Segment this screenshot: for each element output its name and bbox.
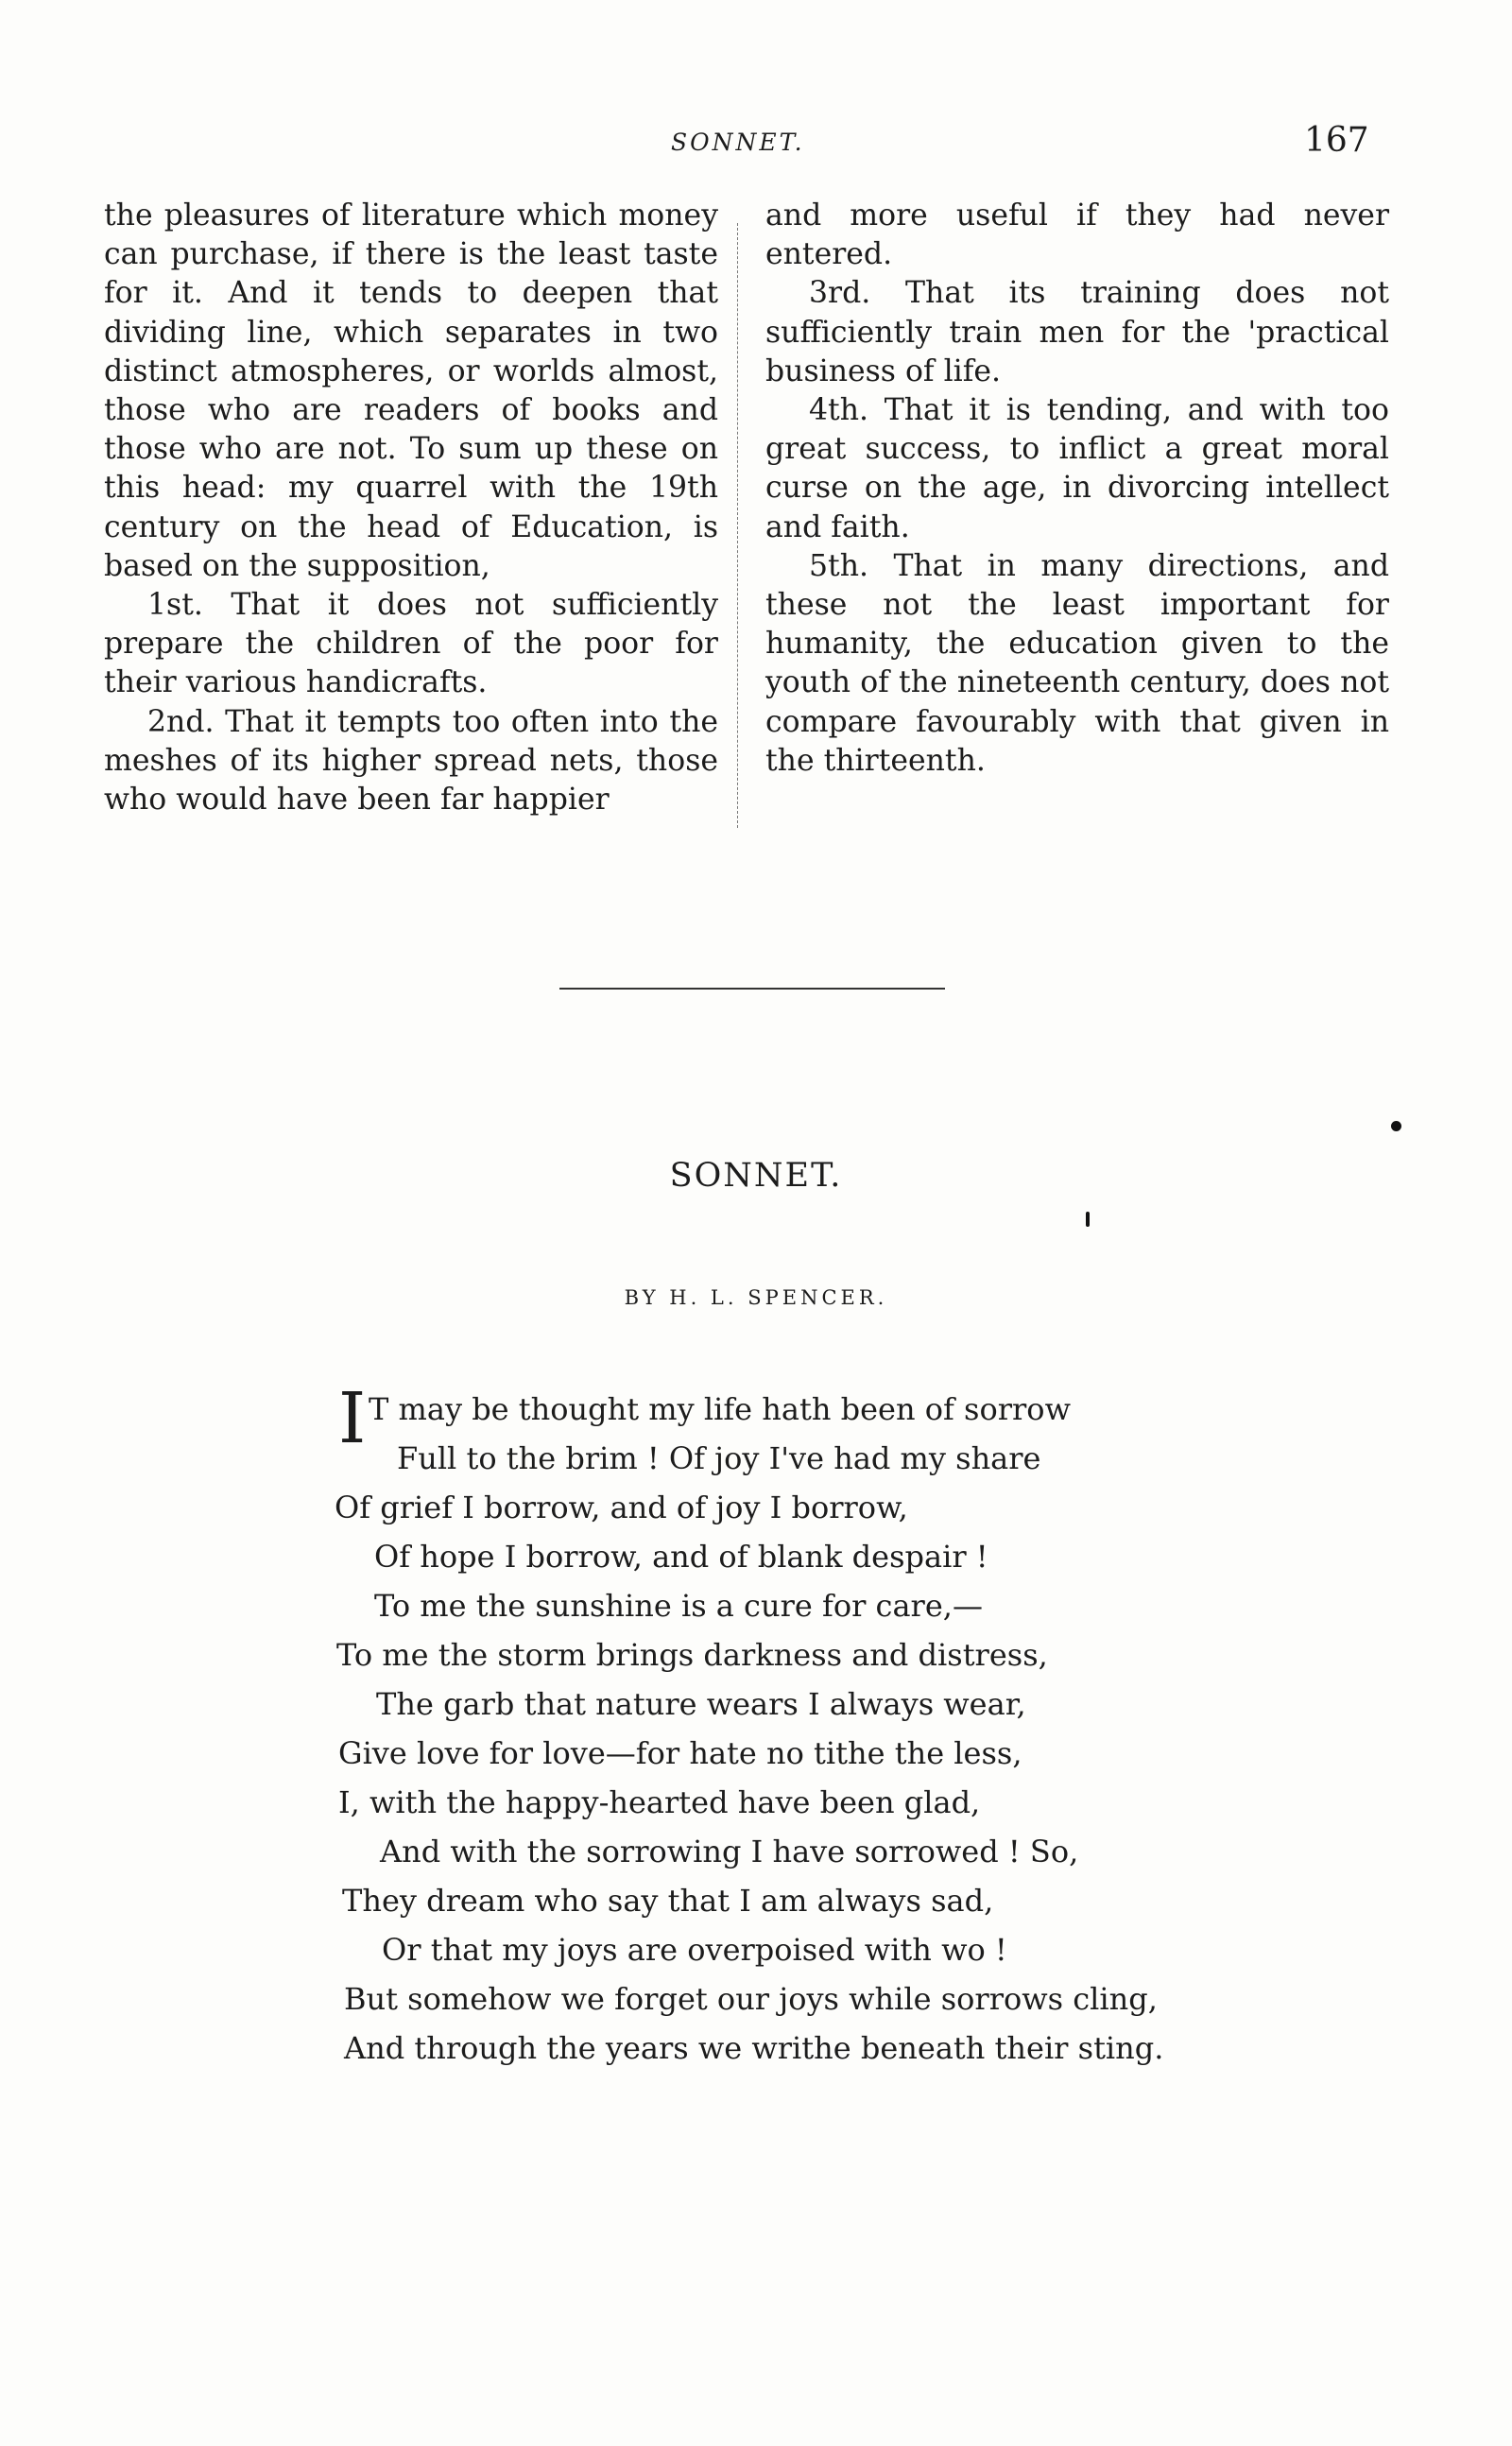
running-title: SONNET. <box>671 129 805 156</box>
poem-line-4: Of hope I borrow, and of blank despair ! <box>374 1539 988 1575</box>
poem-line-7: The garb that nature wears I always wear, <box>376 1686 1026 1722</box>
ink-mark <box>1086 1212 1090 1227</box>
poem-line-6: To me the storm brings darkness and distress, <box>336 1637 1048 1673</box>
section-rule <box>559 988 945 990</box>
poem-line-10: And with the sorrowing I have sorrowed ! So, <box>380 1834 1079 1869</box>
right-paragraph-1: and more useful if they had never entered. <box>765 198 1389 272</box>
left-column <box>104 197 718 819</box>
poem-line-12: Or that my joys are overpoised with wo ! <box>382 1932 1007 1968</box>
column-divider <box>737 223 738 828</box>
poem-title: SONNET. <box>669 1157 843 1195</box>
poem-line-9: I, with the happy-hearted have been glad, <box>338 1784 981 1820</box>
poem-line-13: But somehow we forget our joys while sorrows cling, <box>344 1981 1158 2017</box>
right-paragraph-2: 3rd. That its training does not sufficiently train men for the 'practical business of life. <box>765 276 1389 388</box>
ink-speck <box>1391 1121 1401 1131</box>
page-number: 167 <box>1304 121 1369 160</box>
left-paragraph-2: 1st. That it does not sufficiently prepare the children of the poor for their various handicrafts. <box>104 588 718 700</box>
poem-line-3: Of grief I borrow, and of joy I borrow, <box>335 1490 908 1525</box>
poem-line-5: To me the sunshine is a cure for care,— <box>374 1588 983 1624</box>
poem-line-11: They dream who say that I am always sad, <box>342 1883 994 1919</box>
drop-cap: I <box>338 1378 367 1459</box>
left-paragraph-3: 2nd. That it tempts too often into the meshes of its higher spread nets, those who would have been far happier <box>104 704 718 818</box>
prose-columns <box>104 197 1389 839</box>
running-head <box>0 121 1512 168</box>
right-paragraph-4: 5th. That in many directions, and these not the least important for humanity, the education given to the youth of the nineteenth century, does not compare favourably with that given in the thirteenth. <box>765 548 1389 778</box>
poem-line-2: Full to the brim ! Of joy I've had my share <box>397 1440 1041 1476</box>
right-column <box>765 197 1389 781</box>
poem-byline: BY H. L. SPENCER. <box>624 1286 888 1309</box>
right-paragraph-3: 4th. That it is tending, and with too great success, to inflict a great moral curse on the age, in divorcing intellect and faith. <box>765 393 1389 544</box>
poem-line-8: Give love for love—for hate no tithe the less, <box>338 1735 1022 1771</box>
left-paragraph-1: the pleasures of literature which money can purchase, if there is the least taste for it. And it tends to deepen that dividing line, which separates in two distinct atmospheres, or worlds almost, those who are readers of books and those who are not. To sum up these on this head: my quarrel with the 19th century on the head of Education, is based on the supposition, <box>104 198 718 583</box>
poem-line-1: T may be thought my life hath been of sorrow <box>369 1391 1071 1427</box>
poem-line-14: And through the years we writhe beneath their sting. <box>344 2030 1164 2066</box>
